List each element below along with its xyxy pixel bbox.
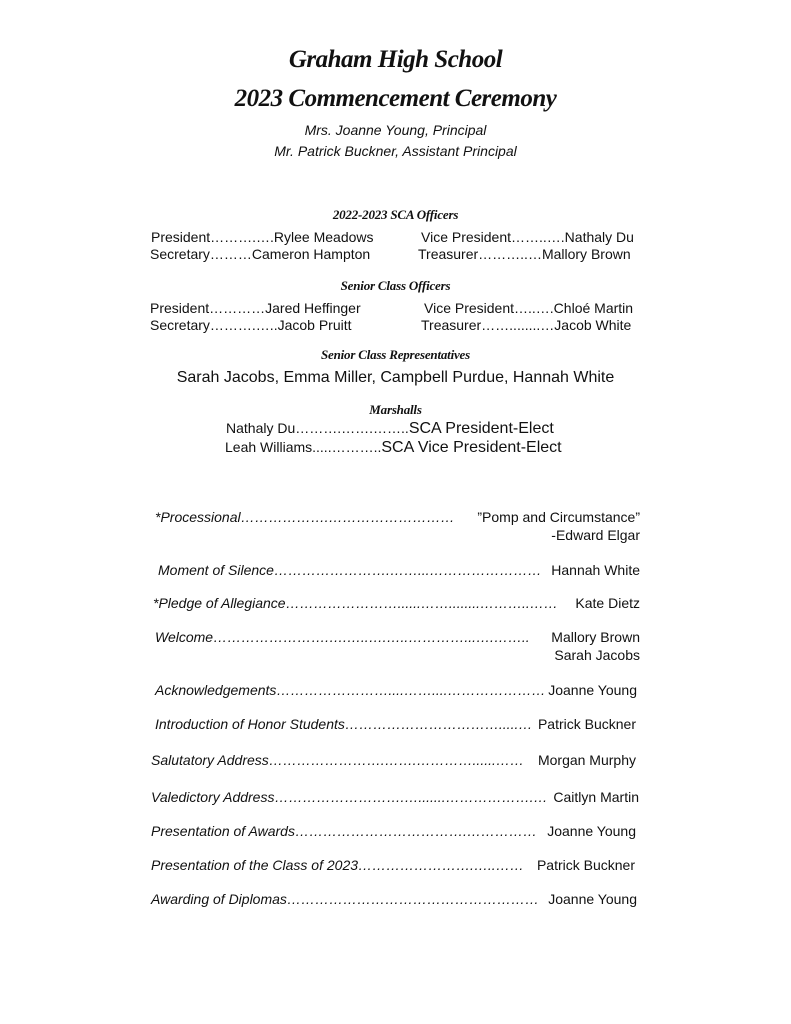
representatives-heading: Senior Class Representatives: [321, 347, 470, 362]
program-item-acknowledgements: Acknowledgements……………………....……....…………………: [155, 682, 546, 698]
marshalls-heading: Marshalls: [369, 402, 422, 417]
representatives-names: Sarah Jacobs, Emma Miller, Campbell Purdue, Hannah White: [176, 369, 615, 386]
program-item-processional: *Processional……………….………………………: [155, 509, 455, 525]
program-performer-awards: Joanne Young: [547, 823, 636, 839]
school-name: Graham High School: [288, 46, 503, 73]
program-item-awards: Presentation of Awards……………………………….……………: [151, 823, 537, 839]
program-item-moment-of-silence: Moment of Silence…………………….……...……………………: [158, 562, 542, 578]
program-performer-presentation-class: Patrick Buckner: [536, 857, 635, 873]
assistant-principal-line: Mr. Patrick Buckner, Assistant Principal: [274, 143, 517, 159]
marshall-name-1: Nathaly Du……….…….……..: [226, 420, 409, 436]
program-item-welcome: Welcome…………………….….…..….…..…………...….……..: [155, 629, 530, 645]
program-performer-processional-2: -Edward Elgar: [551, 527, 640, 543]
program-item-pledge: *Pledge of Allegiance……………………......……........………..……: [153, 595, 558, 611]
marshall-role-2: SCA Vice President-Elect: [381, 439, 562, 456]
senior-officers-heading: Senior Class Officers: [340, 278, 451, 293]
sca-president: President……….….Rylee Meadows: [151, 229, 374, 245]
ceremony-title: 2023 Commencement Ceremony: [234, 85, 557, 112]
program-performer-processional: ”Pomp and Circumstance”: [477, 509, 640, 525]
program-performer-welcome-2: Sarah Jacobs: [554, 647, 640, 663]
program-item-honor-students: Introduction of Honor Students…………………………….....…: [155, 716, 533, 732]
program-performer-acknowledgements: Joanne Young: [548, 682, 637, 698]
senior-treasurer: Treasurer……........…Jacob White: [421, 317, 632, 333]
program-performer-diplomas: Joanne Young: [548, 891, 637, 907]
program-performer-salutatory: Morgan Murphy: [537, 752, 636, 768]
marshall-row-2: [225, 439, 562, 457]
senior-secretary: Secretary……….…..Jacob Pruitt: [150, 317, 352, 333]
program-item-valedictory: Valedictory Address……………………….….......……………….…: [151, 789, 548, 805]
program-performer-pledge: Kate Dietz: [575, 595, 640, 611]
program-performer-moment-of-silence: Hannah White: [551, 562, 640, 578]
program-item-presentation-class: Presentation of the Class of 2023…………………….…..……: [151, 857, 524, 873]
senior-vice-president: Vice President…..….Chloé Martin: [424, 300, 634, 316]
program-item-salutatory: Salutatory Address…………………….…….…………......……: [151, 752, 524, 768]
marshall-role-1: SCA President-Elect: [408, 420, 554, 437]
principal-line: Mrs. Joanne Young, Principal: [304, 122, 487, 138]
marshall-name-2: Leah Williams.....………..: [225, 439, 382, 455]
senior-president: President…………Jared Heffinger: [150, 300, 361, 316]
sca-secretary: Secretary………Cameron Hampton: [150, 246, 371, 262]
program-performer-valedictory: Caitlyn Martin: [553, 789, 639, 805]
sca-treasurer: Treasurer………..…Mallory Brown: [418, 246, 631, 262]
sca-vice-president: Vice President……..….Nathaly Du: [421, 229, 634, 245]
program-performer-welcome: Mallory Brown: [551, 629, 640, 645]
program-performer-honor-students: Patrick Buckner: [537, 716, 636, 732]
marshall-row-1: [226, 420, 554, 438]
sca-officers-heading: 2022-2023 SCA Officers: [332, 207, 459, 222]
program-item-diplomas: Awarding of Diplomas………………………………………………: [151, 891, 539, 907]
